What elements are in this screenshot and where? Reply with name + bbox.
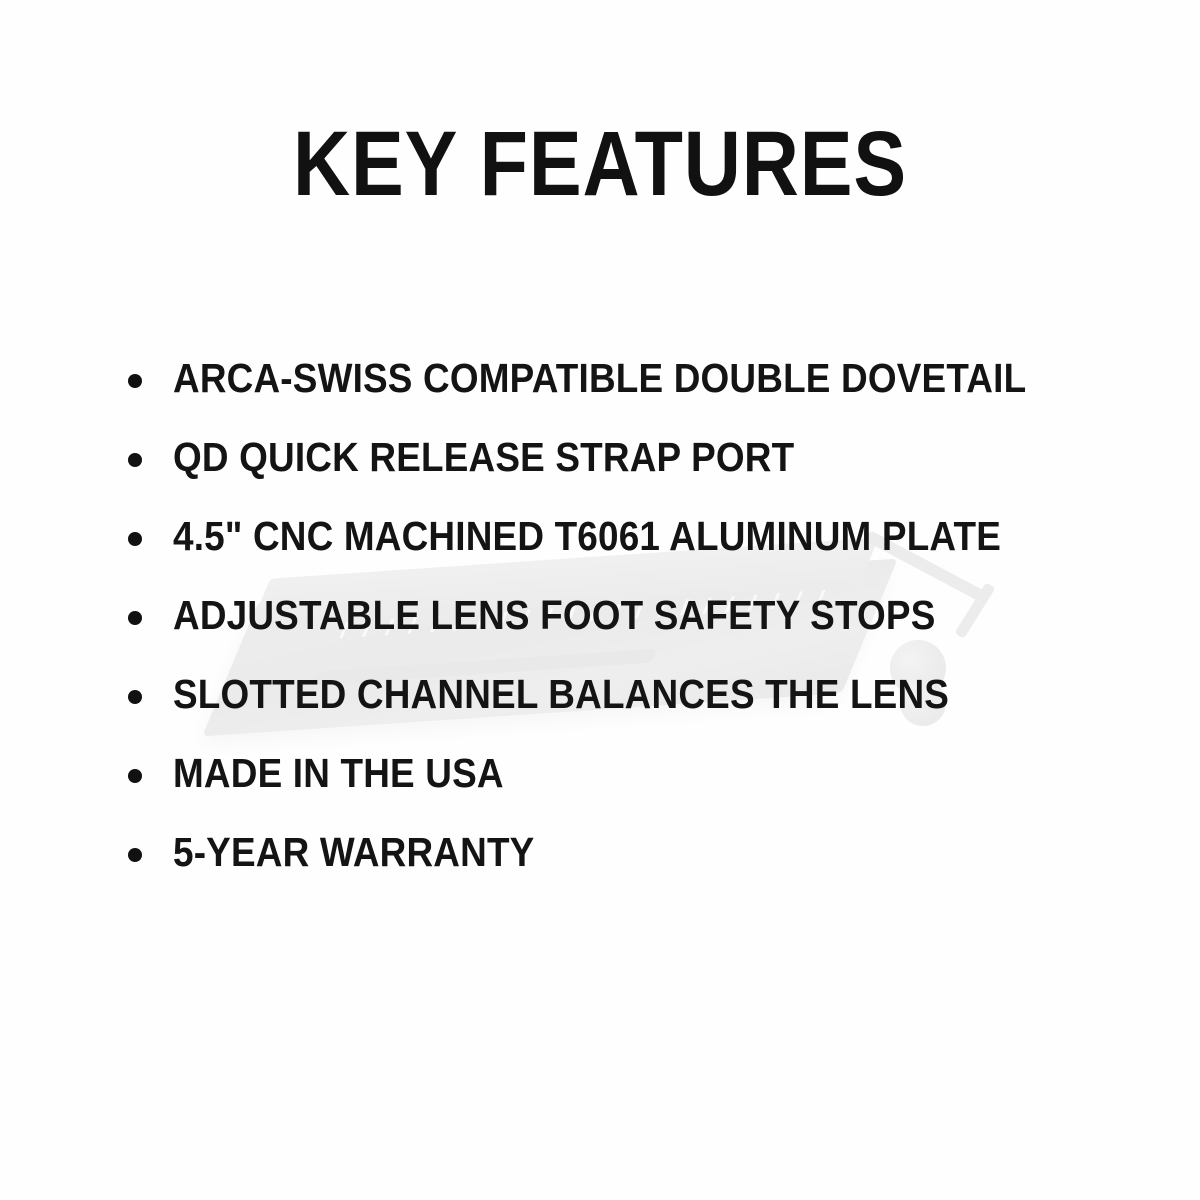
list-item (128, 668, 1140, 739)
feature-label: 5-YEAR WARRANTY (173, 829, 535, 875)
bullet-icon (128, 848, 142, 862)
bullet-icon (128, 690, 142, 704)
bullet-icon (128, 453, 142, 467)
feature-label: ADJUSTABLE LENS FOOT SAFETY STOPS (173, 592, 936, 638)
list-item (128, 352, 1140, 423)
list-item (128, 589, 1140, 660)
feature-label: MADE IN THE USA (173, 750, 504, 796)
feature-label: SLOTTED CHANNEL BALANCES THE LENS (173, 671, 950, 717)
list-item (128, 747, 1140, 818)
list-item (128, 826, 1140, 897)
feature-label: 4.5" CNC MACHINED T6061 ALUMINUM PLATE (173, 513, 1002, 559)
features-list (128, 352, 1140, 905)
bullet-icon (128, 374, 142, 388)
page-title: KEY FEATURES (292, 113, 908, 215)
bullet-icon (128, 611, 142, 625)
feature-label: ARCA-SWISS COMPATIBLE DOUBLE DOVETAIL (173, 355, 1027, 401)
bullet-icon (128, 532, 142, 546)
list-item (128, 431, 1140, 502)
feature-label: QD QUICK RELEASE STRAP PORT (173, 434, 795, 480)
list-item (128, 510, 1140, 581)
bullet-icon (128, 769, 142, 783)
